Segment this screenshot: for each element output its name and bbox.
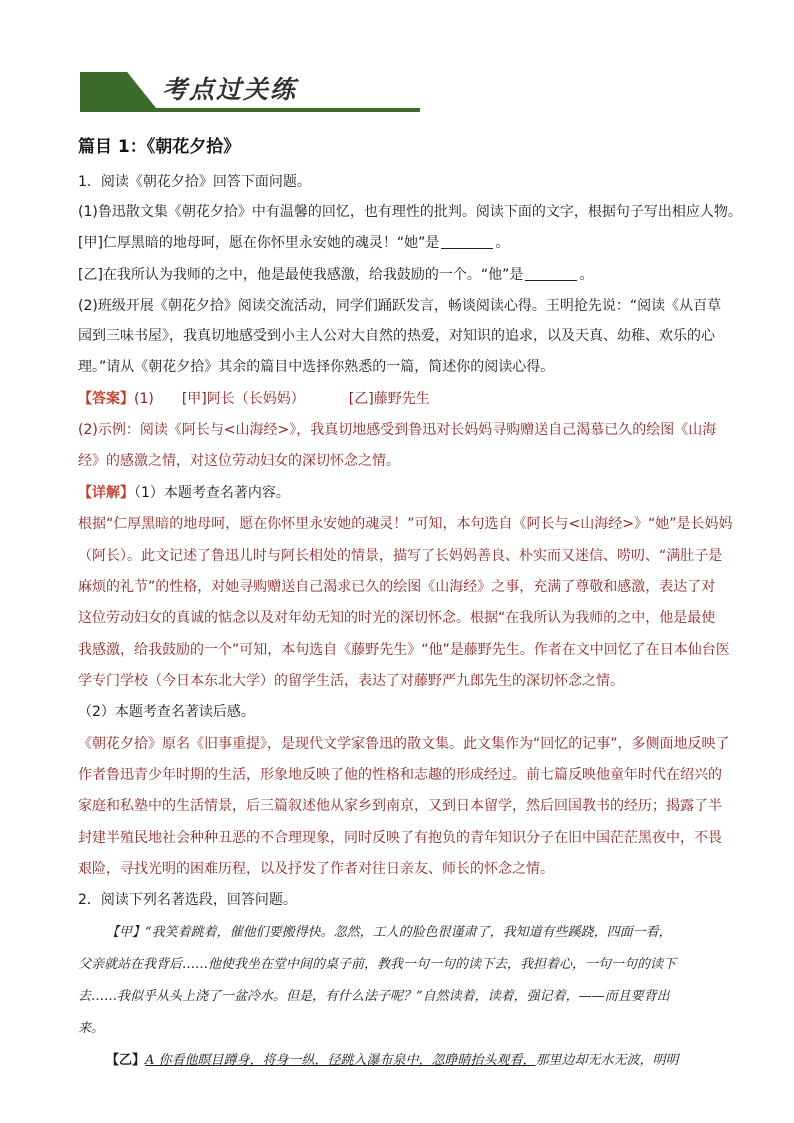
q2-yi-line <box>106 1051 718 1071</box>
q2-jia-line: 父亲就站在我背后……他使我坐在堂中间的桌子前，教我一句一句的读下去，我担着心，一句一句的读下 <box>78 957 677 972</box>
banner-decoration <box>80 72 156 108</box>
answer-line-1 <box>78 389 718 409</box>
q2-yi-rest: 那里边却无水无波，明明 <box>535 1053 679 1068</box>
q2-yi-label: 【乙】 <box>106 1053 146 1068</box>
banner-rule <box>80 108 420 112</box>
answer-2-line: (2)示例：阅读《阿长与<山海经>》，我真切地感受到鲁迅对长妈妈寻购赠送自己渴慕已久的绘图《山海 <box>78 422 717 438</box>
answer-2-line: 经》的感激之情，对这位劳动妇女的深切怀念之情。 <box>78 453 400 469</box>
answer-1-jia: [甲]阿长（长妈妈） <box>181 391 305 407</box>
detail-1-line: （阿长）。此文记述了鲁迅儿时与阿长相处的情景，描写了长妈妈善良、朴实而又迷信、唠叨、“满肚子是 <box>78 548 723 564</box>
q1-jia-text: [甲]仁厚黑暗的地母呵，愿在你怀里永安她的魂灵！“她”是 <box>78 235 440 251</box>
detail-1-line: 这位劳动妇女的真诚的惦念以及对年幼无知的时光的深切怀念。根据“在我所认为我师的之中，他是最使 <box>78 610 716 626</box>
detail-2-line: 作者鲁迅青少年时期的生活，形象地反映了他的性格和志趣的形成经过。前七篇反映他童年时代在绍兴的 <box>78 767 722 783</box>
section-banner <box>80 68 420 112</box>
q1-part2-line: 园到三味书屋》，我真切地感受到小主人公对大自然的热爱，对知识的追求，以及天真、幼稚、欢乐的心 <box>78 328 715 344</box>
q1-stem: 1．阅读《朝花夕拾》回答下面问题。 <box>78 174 311 190</box>
detail-1-line: 学专门学校（今日本东北大学）的留学生活，表达了对藤野严九郎先生的深切怀念之情。 <box>78 673 624 689</box>
answer-1-prefix: (1) <box>134 391 154 407</box>
detail-head-1 <box>78 483 718 503</box>
q2-jia-line: 来。 <box>78 1021 105 1036</box>
banner-title: 考点过关练 <box>162 75 298 104</box>
detail-2-line: 《朝花夕拾》原名《旧事重提》，是现代文学家鲁迅的散文集。此文集作为“回忆的记事”，多侧面地反映了 <box>78 736 730 752</box>
q1-yi-line <box>78 265 718 285</box>
q2-stem: 2．阅读下列名著选段，回答问题。 <box>78 892 297 908</box>
q1-part2-line: 理。”请从《朝花夕拾》其余的篇目中选择你熟悉的一篇，简述你的阅读心得。 <box>78 359 555 375</box>
section-title: 篇目 1：《朝花夕拾》 <box>78 137 241 157</box>
q1-yi-end: 。 <box>579 267 594 283</box>
detail-1-heading: （1）本题考查名著内容。 <box>134 485 290 501</box>
answer-1-yi: [乙]藤野先生 <box>348 391 430 407</box>
q1-part2-line: (2)班级开展《朝花夕拾》阅读交流活动，同学们踊跃发言，畅谈阅读心得。王明抢先说：“阅读《从百草 <box>78 298 722 314</box>
detail-2-heading: （2）本题考查名著读后感。 <box>78 704 255 720</box>
detail-1-line: 我感激，给我鼓励的一个”可知，本句选自《藤野先生》“他”是藤野先生。作者在文中回忆了在日本仙台医 <box>78 642 730 658</box>
q2-yi-underlined: A 你看他瞑目蹲身，将身一纵，径跳入瀑布泉中，忽睁睛抬头观看， <box>145 1053 536 1068</box>
q1-jia-end: 。 <box>495 235 510 251</box>
detail-2-line: 艰险，寻找光明的困难历程，以及抒发了作者对往日亲友、师长的怀念之情。 <box>78 861 554 877</box>
q2-jia-line: 【甲】“我笑着跳着，催他们要搬得快。忽然，工人的脸色很谨肃了，我知道有些蹊跷，四面一看， <box>106 925 672 940</box>
detail-1-line: 根据“仁厚黑暗的地母呵，愿在你怀里永安她的魂灵！”可知，本句选自《阿长与<山海经>》“她”是长妈妈 <box>78 516 733 532</box>
detail-2-line: 家庭和私塾中的生活情景，后三篇叙述他从家乡到南京，又到日本留学，然后回国教书的经历；揭露了半 <box>78 798 722 814</box>
q2-jia-line: 去……我似乎从头上浇了一盆冷水。但是，有什么法子呢？”自然读着，读着，强记着，——而且要背出 <box>78 989 670 1004</box>
answer-blank[interactable] <box>441 234 493 249</box>
q1-part1: (1)鲁迅散文集《朝花夕拾》中有温馨的回忆，也有理性的批判。阅读下面的文字，根据句子写出相应人物。 <box>78 204 742 220</box>
detail-label: 【详解】 <box>78 485 134 501</box>
detail-2-line: 封建半殖民地社会种种丑恶的不合理现象，同时反映了有抱负的青年知识分子在旧中国茫茫黑夜中，不畏 <box>78 830 722 846</box>
answer-blank[interactable] <box>525 266 577 281</box>
detail-1-line: 麻烦的礼节”的性格，对她寻购赠送自己渴求已久的绘图《山海经》之事，充满了尊敬和感激，表达了对 <box>78 579 716 595</box>
answer-label: 【答案】 <box>78 391 134 407</box>
q1-jia-line <box>78 233 718 253</box>
q1-yi-text: [乙]在我所认为我师的之中，他是最使我感激，给我鼓励的一个。“他”是 <box>78 267 524 283</box>
